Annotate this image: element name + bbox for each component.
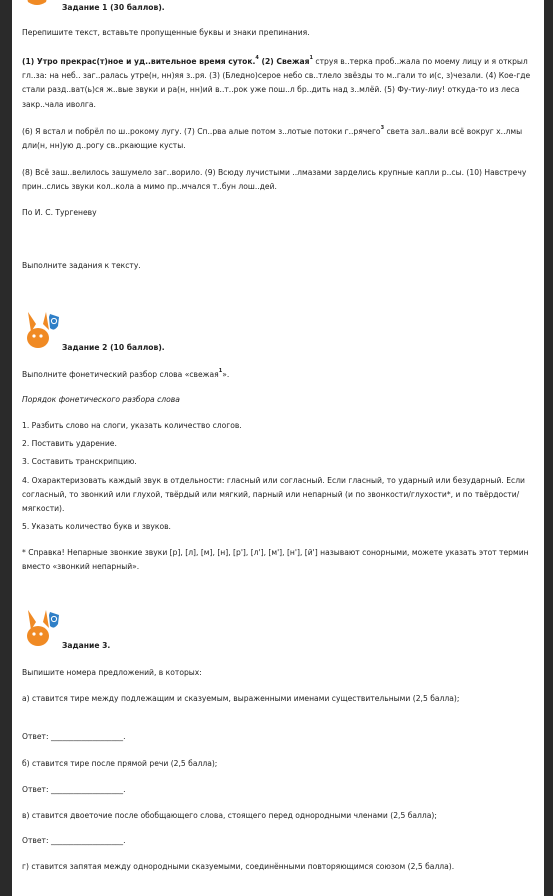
task1-paragraph-1 [22,55,532,112]
answer-line-c: Ответ: ___________________. [22,836,126,845]
task1-paragraph-3: (8) Всё заш..велилось зашумело заг..ворило. (9) Всюду лучистыми ..лмазами зардeлись крупные капли р..сы. (10) Навстречу прин..слись звуки кол..кола а мимо пр..мчался т..бун лош..дей. [22,168,527,192]
sentence-2-start: (2) Свежая [258,57,310,66]
list-item: 5. Указать количество букв и звуков. [22,522,171,532]
task1-tasks-note: Выполните задания к тексту. [22,261,141,270]
task2-steps-list [22,419,532,538]
task3-item-b: б) ставится тире после прямой речи (2,5 балла); [22,759,218,768]
footnote-marker: 1 [218,368,223,375]
fox-mascot-icon [22,608,60,648]
sentence-2-rest: струя в..терка проб..жала по моему лицу и я открыл гл..за: на неб.. заг..ралась утре(н, нн)яя з..ря. (3) (Бледно)серое небо св..тлело звёзды то м..гали то и(с, з)чезали. (4) Кое-где стали разд..ват(ь)ся ж..вые звуки и ра(н, нн)ий в..т..рок уже пош..л бр..дить над з..млёй. (5) Фу-тиу-лиу! откуда-то из леса закр..чала иволга. [22,57,531,109]
list-item: 3. Составить транскрипцию. [22,457,137,467]
list-item: 1. Разбить слово на слоги, указать количество слогов. [22,421,242,430]
task1-paragraph-2 [22,125,532,153]
task3-title: Задание 3. [62,641,111,650]
task1-author: По И. С. Тургеневу [22,208,97,217]
paragraph-2-start: (6) Я встал и побрёл по ш..рокому лугу. (7) Сп..рва алые потом з..лотые потоки г..рячего [22,127,381,136]
task3-item-c: в) ставится двоеточие после обобщающего слова, стоящего перед однородными членами (2,5 балла); [22,811,437,820]
fox-mascot-icon [22,0,52,8]
task3-instruction: Выпишите номера предложений, в которых: [22,668,202,677]
task1-instruction: Перепишите текст, вставьте пропущенные буквы и знаки препинания. [22,28,310,37]
footnote-marker: 3 [380,125,385,132]
sentence-1: (1) Утро прекрас(т)ное и уд..вительное время суток. [22,57,256,66]
list-item: 2. Поставить ударение. [22,439,117,449]
task2-title: Задание 2 (10 баллов). [62,343,165,352]
answer-line-a: Ответ: ___________________. [22,732,126,741]
task2-order-title: Порядок фонетического разбора слова [22,395,180,404]
document-page [12,0,544,896]
fox-mascot-icon [22,310,60,350]
answer-line-b: Ответ: ___________________. [22,785,126,794]
task3-item-a: а) ставится тире между подлежащим и сказуемым, выраженными именами существительными (2,5 балла); [22,694,460,703]
task2-instruction: Выполните фонетический разбор слова «свежая$^1$». [22,368,230,379]
task2-note: * Справка! Непарные звонкие звуки [р], [л], [м], [н], [р'], [л'], [м'], [н'], [й'] называют сонорными, можете указать этот термин вместо «звонкий непарный». [22,548,529,572]
paragraph-2-rest: света зал..вали всё вокруг х..лмы дли(н, нн)ую д..рогу св..ркающие кусты. [22,127,523,151]
list-item: 4. Охарактеризовать каждый звук в отдельности: гласный или согласный. Если гласный, то ударный или безударный. Если согласный, то звонкий или глухой, твёрдый или мягкий, парный или непарный (и по звонкости/глухости*, и по твёрдости/мягкости). [22,475,525,514]
task3-item-d: г) ставится запятая между однородными сказуемыми, соединёнными повторяющимся союзом (2,5 балла). [22,862,455,871]
footnote-marker: 4 [255,55,259,62]
task1-title: Задание 1 (30 баллов). [62,3,165,12]
footnote-marker: 1 [309,55,313,62]
